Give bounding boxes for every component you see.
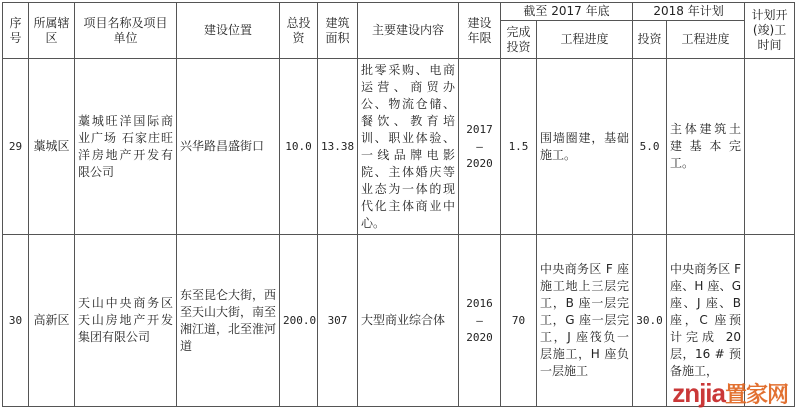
cell-area: 13.38	[318, 59, 358, 235]
header-years: 建设年限	[459, 3, 501, 59]
cell-seq: 30	[3, 235, 29, 407]
header-content: 主要建设内容	[358, 3, 459, 59]
cell-schedule	[745, 235, 795, 407]
cell-progress-2018: 主体建筑土建基本完工。	[667, 59, 745, 235]
cell-progress-2017: 围墙圈建，基础施工。	[537, 59, 633, 235]
header-row-1	[3, 3, 795, 21]
header-project: 项目名称及项目单位	[75, 3, 177, 59]
table-row	[3, 59, 795, 235]
cell-progress-2018: 中央商务区 F 座、H 座、G 座、J 座、B 座，C 座预计完成 20 层，16 # 预备施工，	[667, 235, 745, 407]
cell-project: 藁城旺洋国际商业广场 石家庄旺洋房地产开发有限公司	[75, 59, 177, 235]
cell-investment: 200.0	[280, 235, 318, 407]
cell-progress-2017: 中央商务区 F 座施工地上三层完工，B 座一层完工，G 座一层完工，J 座筏负一层施工，H 座负一层施工	[537, 235, 633, 407]
header-plan-2018: 2018 年计划	[633, 3, 745, 21]
watermark-domain-label: 置家网	[724, 382, 788, 407]
cell-investment-2018: 5.0	[633, 59, 667, 235]
cell-schedule	[745, 59, 795, 235]
cell-district: 高新区	[29, 235, 75, 407]
cell-project: 天山中央商务区 天山房地产开发集团有限公司	[75, 235, 177, 407]
header-completed-investment: 完成投资	[501, 21, 537, 59]
cell-years: 2017 — 2020	[459, 59, 501, 235]
cell-investment: 10.0	[280, 59, 318, 235]
header-district: 所属辖区	[29, 3, 75, 59]
watermark-brand: znjia	[672, 378, 725, 408]
cell-investment-2018: 30.0	[633, 235, 667, 407]
cell-completed-investment: 1.5	[501, 59, 537, 235]
cell-location: 兴华路昌盛街口	[177, 59, 280, 235]
header-seq: 序号	[3, 3, 29, 59]
cell-district: 藁城区	[29, 59, 75, 235]
cell-seq: 29	[3, 59, 29, 235]
cell-completed-investment: 70	[501, 235, 537, 407]
table-row	[3, 235, 795, 407]
cell-location: 东至昆仑大街，西至天山大街，南至湘江道，北至淮河道	[177, 235, 280, 407]
cell-content: 批零采购、电商运营、商贸办公、物流仓储、餐饮、教育培训、职业体验、一线品牌电影院、主体婚庆等业态为一体的现代化主体商业中心。	[358, 59, 459, 235]
project-table	[2, 2, 795, 407]
header-progress-2018: 工程进度	[667, 21, 745, 59]
header-investment-2018: 投资	[633, 21, 667, 59]
header-area: 建筑面积	[318, 3, 358, 59]
cell-years: 2016 — 2020	[459, 235, 501, 407]
cell-area: 307	[318, 235, 358, 407]
header-location: 建设位置	[177, 3, 280, 59]
header-progress-2017: 工程进度	[537, 21, 633, 59]
header-by-2017: 截至 2017 年底	[501, 3, 633, 21]
cell-content: 大型商业综合体	[358, 235, 459, 407]
header-investment: 总投资	[280, 3, 318, 59]
header-schedule: 计划开(竣)工时间	[745, 3, 795, 59]
